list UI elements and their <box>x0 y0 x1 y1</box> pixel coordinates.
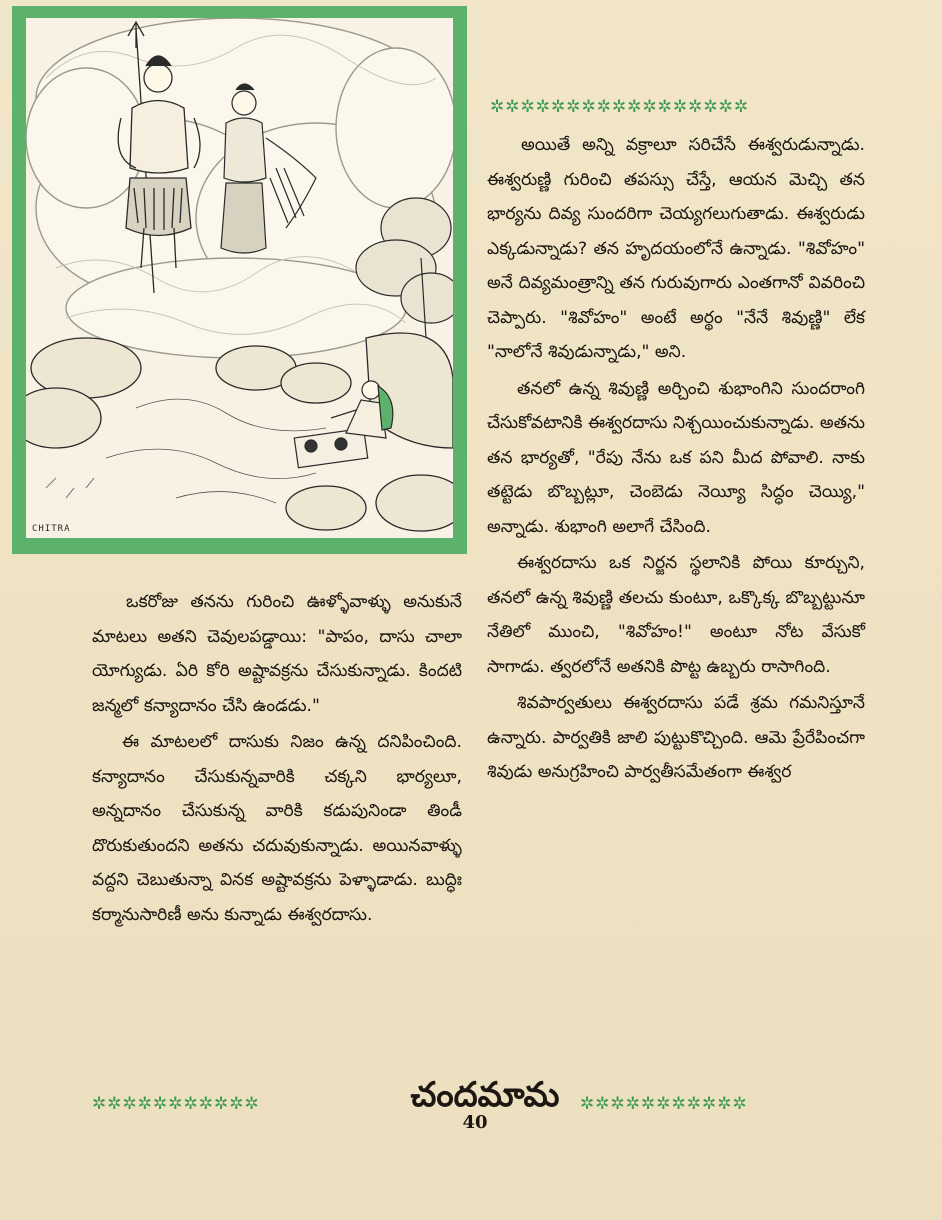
paragraph: ఒకరోజు తనను గురించి ఊళ్ళోవాళ్ళు అనుకునే మాటలు అతని చెవులపడ్డాయి: "పాపం, దాసు చాలా యోగ్యుడు. ఏరి కోరి అష్టావక్రను చేసుకున్నాడు. కిందటి జన్మలో కన్యాదానం చేసి ఉండడు." <box>92 592 462 716</box>
decorative-border-top: ✲✲✲✲✲✲✲✲✲✲✲✲✲✲✲✲✲ <box>490 97 750 117</box>
paragraph: ఈశ్వరదాసు ఒక నిర్జన స్థలానికి పోయి కూర్చుని, తనలో ఉన్న శివుణ్ణి తలచు కుంటూ, ఒక్కొక్క బొబ్బట్టునూ నేతిలో ముంచి, "శివోహం!" అంటూ నోట వేసుకో సాగాడు. త్వరలోనే అతనికి పొట్ట ఉబ్బరు రాసాగింది. <box>487 553 865 677</box>
illustration-frame <box>12 6 467 554</box>
decorative-border-footer-left: ✲✲✲✲✲✲✲✲✲✲✲ <box>92 1094 260 1114</box>
paragraph: శివపార్వతులు ఈశ్వరదాసు పడే శ్రమ గమనిస్తూనే ఉన్నారు. పార్వతికి జాలి పుట్టుకొచ్చింది. ఆమె ప్రేరేపించగా శివుడు అనుగ్రహించి పార్వతీసమేతంగా ఈశ్వర <box>487 693 865 782</box>
artist-signature: CHITRA <box>32 524 71 534</box>
page-number: 40 <box>462 1112 488 1133</box>
paragraph: తనలో ఉన్న శివుణ్ణి అర్చించి శుభాంగిని సుందరాంగి చేసుకోవటానికి ఈశ్వరదాసు నిశ్చయించుకున్నాడు. అతను తన భార్యతో, "రేపు నేను ఒక పని మీద పోవాలి. నాకు తట్టెడు బొబ్బట్లూ, చెంబెడు నెయ్యీ సిద్ధం చెయ్యి," అన్నాడు. శుభాంగి అలాగే చేసింది. <box>487 378 865 537</box>
paragraph: అయితే అన్ని వక్రాలూ సరిచేసే ఈశ్వరుడున్నాడు. ఈశ్వరుణ్ణి గురించి తపస్సు చేస్తే, ఆయన మెచ్చి తన భార్యను దివ్య సుందరిగా చెయ్యగలుగుతాడు. ఈశ్వరుడు ఎక్కడున్నాడు? తన హృదయంలోనే ఉన్నాడు. "శివోహం" అనే దివ్యమంత్రాన్ని తన గురువుగారు ఎంతగానో వివరించి చెప్పారు. "శివోహం" అంటే అర్థం "నేనే శివుణ్ణి" లేక "నాలోనే శివుడున్నాడు," అని. <box>487 135 865 362</box>
right-text-column <box>487 128 865 790</box>
magazine-title: చందమామ <box>410 1075 560 1115</box>
shiva-parvati-on-clouds-illustration <box>26 18 453 538</box>
decorative-border-footer-right: ✲✲✲✲✲✲✲✲✲✲✲ <box>580 1094 748 1114</box>
left-text-column <box>92 585 462 932</box>
story-illustration <box>26 18 453 538</box>
paragraph: ఈ మాటలలో దాసుకు నిజం ఉన్న దనిపించింది. కన్యాదానం చేసుకున్నవారికి చక్కని భార్యలూ, అన్నదానం చేసుకున్న వారికి కడుపునిండా తిండీ దొరుకుతుందని అతను చదువుకున్నాడు. అయినవాళ్ళు వద్దని చెబుతున్నా వినక అష్టావక్రను పెళ్ళాడాడు. బుద్ధిః కర్మానుసారిణీ అను కున్నాడు ఈశ్వరదాసు. <box>92 732 462 925</box>
